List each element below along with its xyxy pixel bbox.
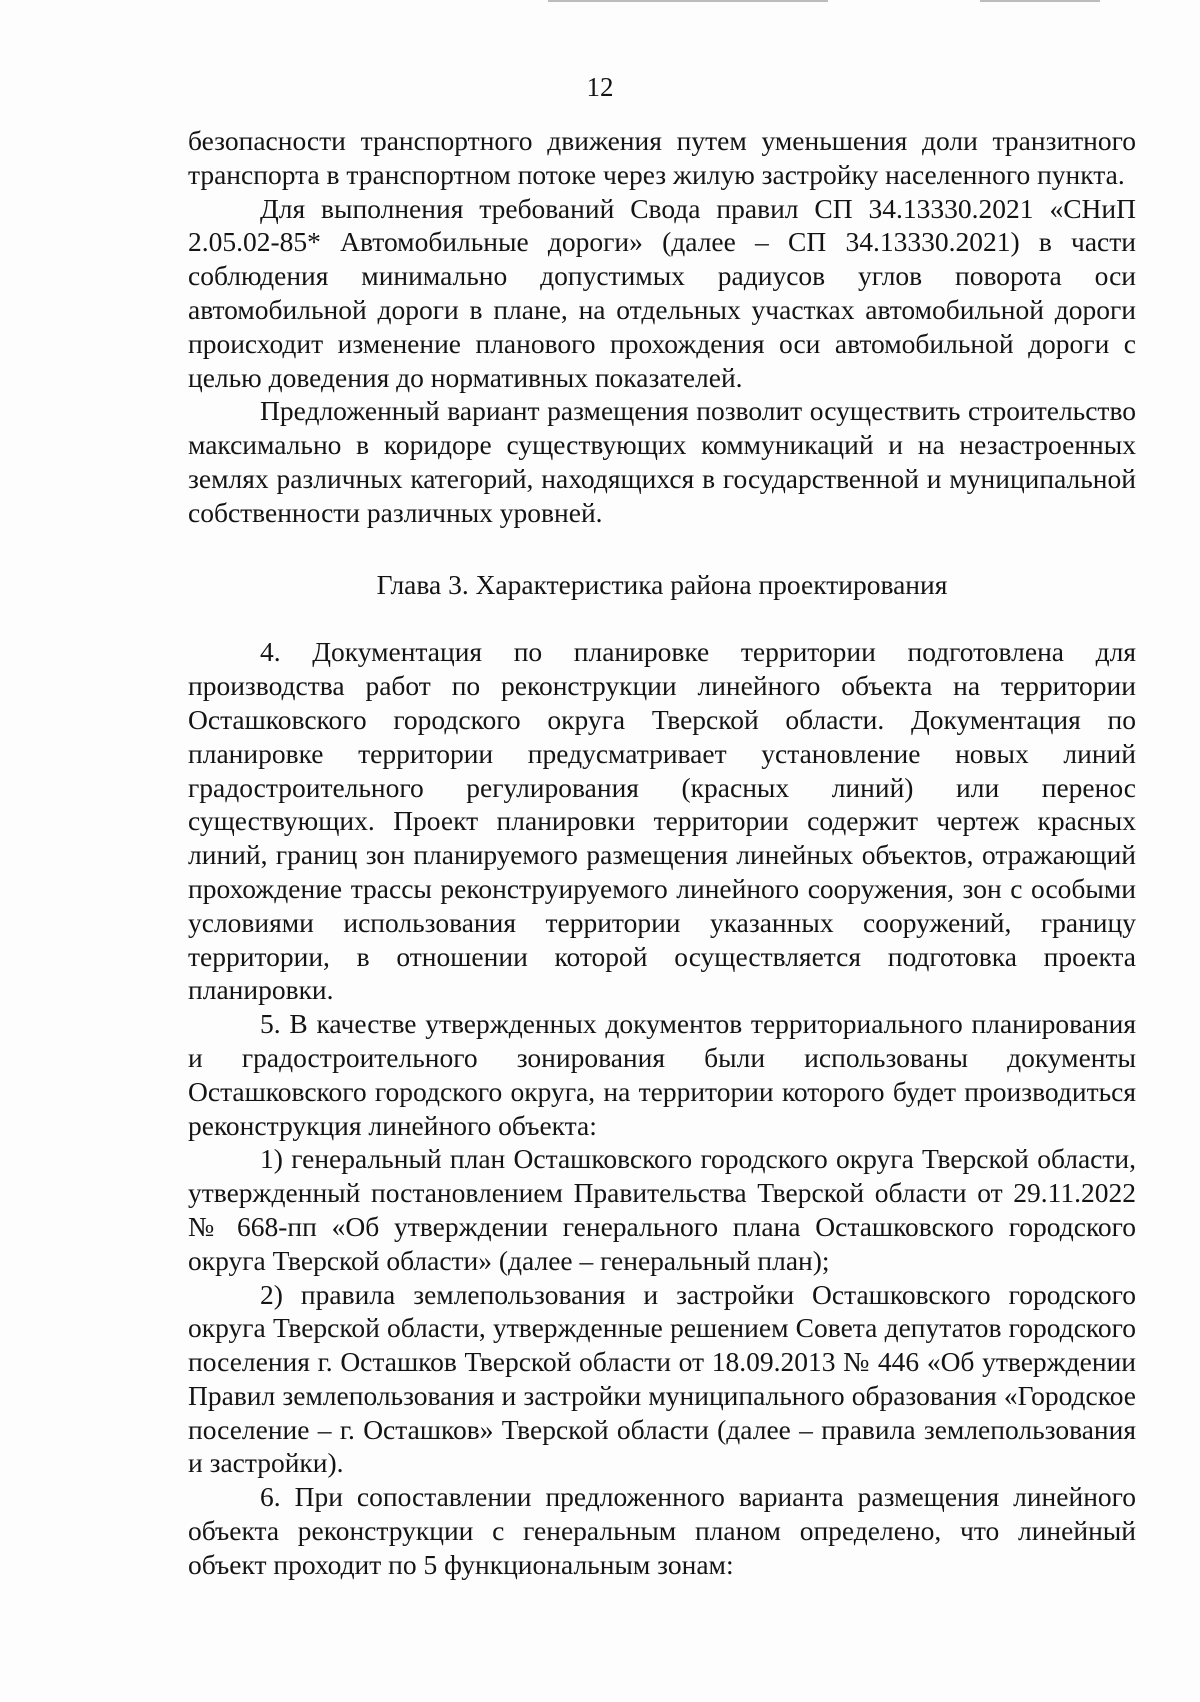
paragraph: Предложенный вариант размещения позволит осуществить строительство максимально в коридоре существующих коммуникаций и на незастроенных землях различных категорий, находящихся в государственной и муниципальной собственности различных уровней. bbox=[188, 395, 1136, 528]
paragraph: 6. При сопоставлении предложенного варианта размещения линейного объекта реконструкции с генеральным планом определено, что линейный объект проходит по 5 функциональным зонам: bbox=[188, 1481, 1136, 1580]
paragraph: Для выполнения требований Свода правил СП 34.13330.2021 «СНиП 2.05.02-85* Автомобильные дороги» (далее – СП 34.13330.2021) в части соблюдения минимально допустимых радиусов углов поворота оси автомобильной дороги в плане, на отдельных участках автомобильной дороги происходит изменение планового прохождения оси автомобильной дороги с целью доведения до нормативных показателей. bbox=[188, 192, 1136, 393]
chapter-heading: Глава 3. Характеристика района проектирования bbox=[376, 568, 948, 600]
document-body bbox=[188, 124, 1136, 1582]
paragraph: безопасности транспортного движения путем уменьшения доли транзитного транспорта в транспортном потоке через жилую застройку населенного пункта. bbox=[188, 125, 1136, 190]
list-item: 2) правила землепользования и застройки Осташковского городского округа Тверской области, утвержденные решением Совета депутатов городского поселения г. Осташков Тверской области от 18.09.2013 № 446 «Об утверждении Правил землепользования и застройки муниципального образования «Городское поселение – г. Осташков» Тверской области (далее – правила землепользования и застройки). bbox=[188, 1278, 1136, 1479]
paragraph: 5. В качестве утвержденных документов территориального планирования и градостроительного зонирования были использованы документы Осташковского городского округа, на территории которого будет производиться реконструкция линейного объекта: bbox=[188, 1008, 1136, 1141]
scan-edge-mark bbox=[548, 0, 828, 2]
paragraph: 4. Документация по планировке территории подготовлена для производства работ по реконструкции линейного объекта на территории Осташковского городского округа Тверской области. Документация по планировке территории предусматривает установление новых линий градостроительного регулирования (красных линий) или перенос существующих. Проект планировки территории содержит чертеж красных линий, границ зон планируемого размещения линейных объектов, отражающий прохождение трассы реконструируемого линейного сооружения, зон с особыми условиями использования территории указанных сооружений, границу территории, в отношении которой осуществляется подготовка проекта планировки. bbox=[188, 636, 1136, 1006]
scan-edge-mark bbox=[980, 0, 1100, 2]
page-number: 12 bbox=[586, 72, 614, 102]
list-item: 1) генеральный план Осташковского городского округа Тверской области, утвержденный постановлением Правительства Тверской области от 29.11.2022 № 668-пп «Об утверждении генерального плана Осташковского городского округа Тверской области» (далее – генеральный план); bbox=[188, 1143, 1136, 1276]
